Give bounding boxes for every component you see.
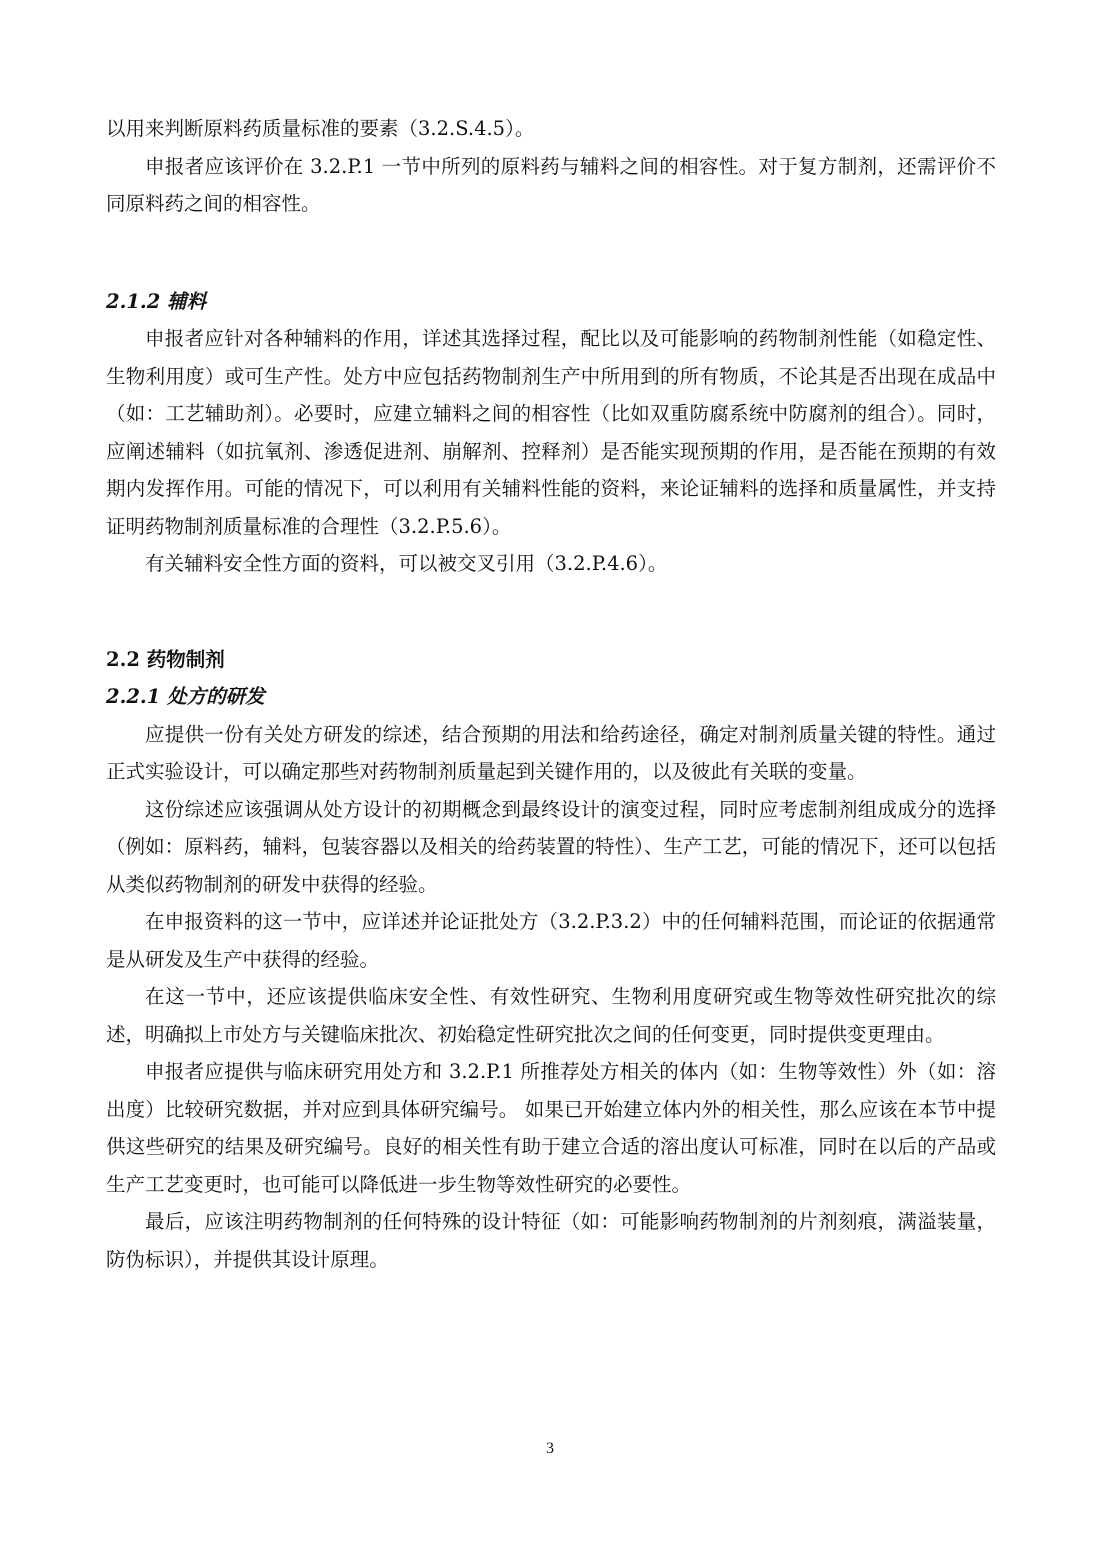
paragraph-formulation-summary: 应提供一份有关处方研发的综述，结合预期的用法和给药途径，确定对制剂质量关键的特性。通过正式实验设计，可以确定那些对药物制剂质量起到关键作用的，以及彼此有关联的变量。 bbox=[106, 722, 996, 783]
spacer bbox=[106, 583, 996, 641]
document-body bbox=[106, 110, 996, 1278]
paragraph-evolution: 这份综述应该强调从处方设计的初期概念到最终设计的演变过程，同时应考虑制剂组成成分的选择（例如：原料药，辅料，包装容器以及相关的给药装置的特性）、生产工艺，可能的情况下，还可以包括从类似药物制剂的研发中获得的经验。 bbox=[106, 797, 996, 896]
page-number: 3 bbox=[546, 1440, 554, 1457]
paragraph-design-features: 最后，应该注明药物制剂的任何特殊的设计特征（如：可能影响药物制剂的片剂刻痕，满溢装量，防伪标识），并提供其设计原理。 bbox=[106, 1210, 996, 1271]
paragraph-dissolution: 申报者应提供与临床研究用处方和 3.2.P.1 所推荐处方相关的体内（如：生物等效性）外（如：溶出度）比较研究数据，并对应到具体研究编号。 如果已开始建立体内外的相关性，那么应该在本节中提供这些研究的结果及研究编号。良好的相关性有助于建立合适的溶出度认可标准，同时在以后的产品或生产工艺变更时，也可能可以降低进一步生物等效性研究的必要性。 bbox=[106, 1060, 996, 1196]
paragraph-batch-formula: 在申报资料的这一节中，应详述并论证批处方（3.2.P.3.2）中的任何辅料范围，而论证的依据通常是从研发及生产中获得的经验。 bbox=[106, 910, 996, 971]
heading-2-2-1: 2.2.1 处方的研发 bbox=[106, 685, 265, 708]
paragraph-compatibility: 申报者应该评价在 3.2.P.1 一节中所列的原料药与辅料之间的相容性。对于复方制剂，还需评价不同原料药之间的相容性。 bbox=[106, 154, 996, 215]
paragraph-clinical-batches: 在这一节中，还应该提供临床安全性、有效性研究、生物利用度研究或生物等效性研究批次的综述，明确拟上市处方与关键临床批次、初始稳定性研究批次之间的任何变更，同时提供变更理由。 bbox=[106, 985, 996, 1046]
paragraph-continuation: 以用来判断原料药质量标准的要素（3.2.S.4.5）。 bbox=[106, 117, 535, 140]
heading-2-2: 2.2 药物制剂 bbox=[106, 647, 225, 671]
spacer bbox=[106, 223, 996, 283]
paragraph-excipients: 申报者应针对各种辅料的作用，详述其选择过程，配比以及可能影响的药物制剂性能（如稳定性、生物利用度）或可生产性。处方中应包括药物制剂生产中所用到的所有物质，不论其是否出现在成品中（如：工艺辅助剂）。必要时，应建立辅料之间的相容性（比如双重防腐系统中防腐剂的组合）。同时，应阐述辅料（如抗氧剂、渗透促进剂、崩解剂、控释剂）是否能实现预期的作用，是否能在预期的有效期内发挥作用。可能的情况下，可以利用有关辅料性能的资料，来论证辅料的选择和质量属性，并支持证明药物制剂质量标准的合理性（3.2.P.5.6）。 bbox=[106, 327, 996, 538]
paragraph-excipient-safety: 有关辅料安全性方面的资料，可以被交叉引用（3.2.P.4.6）。 bbox=[145, 552, 668, 575]
heading-2-1-2: 2.1.2 辅料 bbox=[106, 289, 207, 313]
